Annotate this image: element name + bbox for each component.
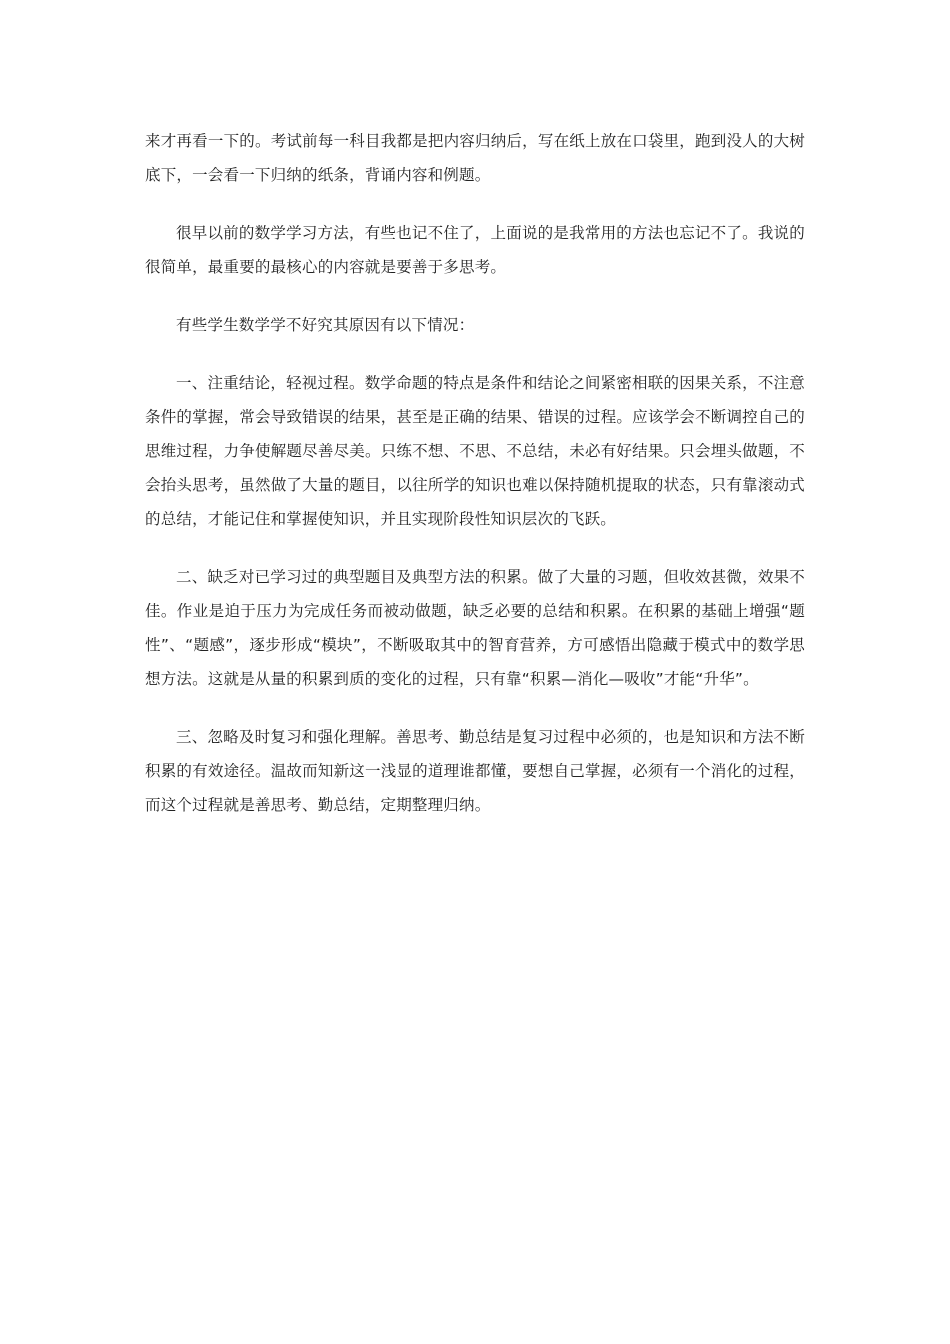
paragraph-reason-two: 二、缺乏对已学习过的典型题目及典型方法的积累。做了大量的习题，但收效甚微，效果不佳。作业是迫于压力为完成任务而被动做题，缺乏必要的总结和积累。在积累的基础上增强“题性”、“题感”，逐步形成“模块”，不断吸取其中的智育营养，方可感悟出隐藏于模式中的数学思想方法。这就是从量的积累到质的变化的过程，只有靠“积累—消化—吸收”才能“升华”。 [145, 568, 805, 688]
paragraph-reason-three: 三、忽略及时复习和强化理解。善思考、勤总结是复习过程中必须的，也是知识和方法不断积累的有效途径。温故而知新这一浅显的道理谁都懂，要想自己掌握，必须有一个消化的过程，而这个过程就是善思考、勤总结，定期整理归纳。 [145, 728, 805, 814]
paragraph-reason-one: 一、注重结论，轻视过程。数学命题的特点是条件和结论之间紧密相联的因果关系，不注意条件的掌握，常会导致错误的结果，甚至是正确的结果、错误的过程。应该学会不断调控自己的思维过程，力争使解题尽善尽美。只练不想、不思、不总结，未必有好结果。只会埋头做题，不会抬头思考，虽然做了大量的题目，以往所学的知识也难以保持随机提取的状态，只有靠滚动式的总结，才能记住和掌握使知识，并且实现阶段性知识层次的飞跃。 [145, 374, 805, 528]
document-body [145, 124, 805, 846]
paragraph-reasons-intro: 有些学生数学学不好究其原因有以下情况： [176, 316, 475, 334]
paragraph-learning-method: 很早以前的数学学习方法，有些也记不住了，上面说的是我常用的方法也忘记不了。我说的很简单，最重要的最核心的内容就是要善于多思考。 [145, 224, 805, 276]
paragraph-continuation: 来才再看一下的。考试前每一科目我都是把内容归纳后，写在纸上放在口袋里，跑到没人的大树底下，一会看一下归纳的纸条，背诵内容和例题。 [145, 132, 805, 184]
